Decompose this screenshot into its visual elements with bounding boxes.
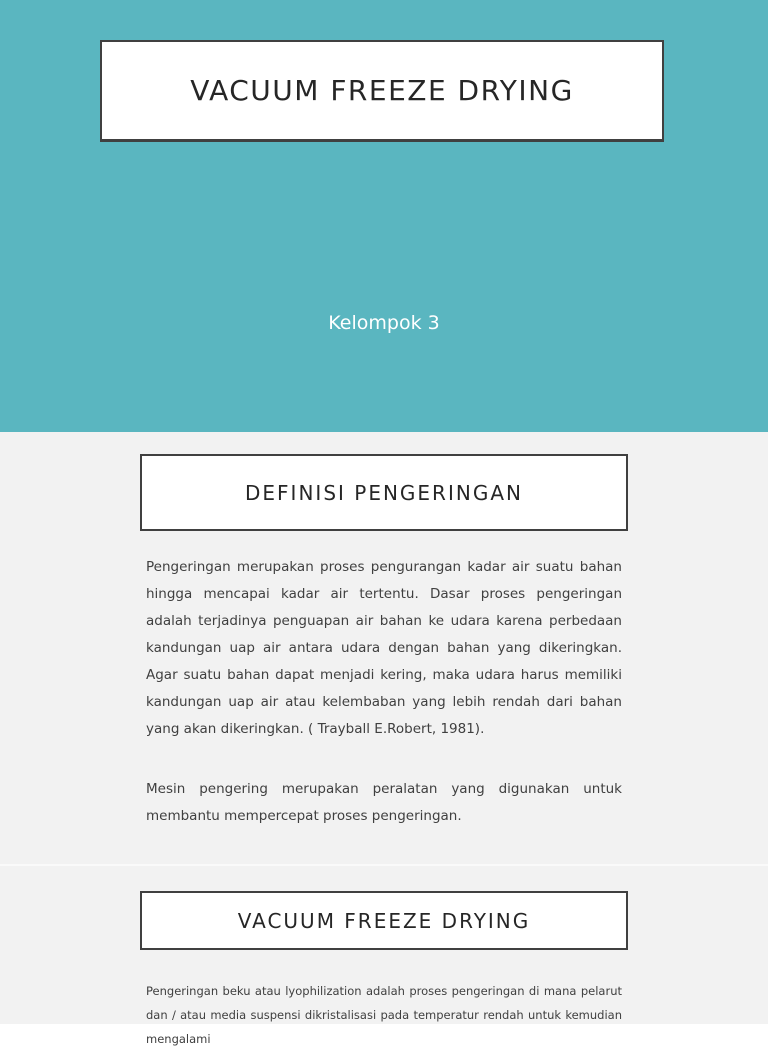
title-box	[100, 40, 664, 142]
body-paragraph: Pengeringan beku atau lyophilization adalah proses pengeringan di mana pelarut dan / atau media suspensi dikristalisasi pada temperatur rendah untuk kemudian mengalami	[146, 984, 622, 1046]
body-paragraph: Mesin pengering merupakan peralatan yang digunakan untuk membantu mempercepat proses pengeringan.	[146, 781, 622, 824]
title-slide	[0, 0, 768, 432]
vacuum-freeze-drying-slide	[0, 866, 768, 1046]
definition-slide	[0, 432, 768, 864]
slide-heading: VACUUM FREEZE DRYING	[237, 908, 531, 933]
heading-box	[140, 454, 628, 531]
slide-title: VACUUM FREEZE DRYING	[190, 74, 574, 107]
heading-box	[140, 891, 628, 950]
body-paragraph: Pengeringan merupakan proses pengurangan kadar air suatu bahan hingga mencapai kadar air tertentu. Dasar proses pengeringan adalah terjadinya penguapan air bahan ke udara karena perbedaan kandungan uap air antara udara dengan bahan yang dikeringkan. Agar suatu bahan dapat menjadi kering, maka udara harus memiliki kandungan uap air atau kelembaban yang lebih rendah dari bahan yang akan dikeringkan. ( Trayball E.Robert, 1981).	[146, 559, 622, 737]
slide-heading: DEFINISI PENGERINGAN	[245, 480, 523, 505]
slide-subtitle: Kelompok 3	[328, 312, 440, 334]
